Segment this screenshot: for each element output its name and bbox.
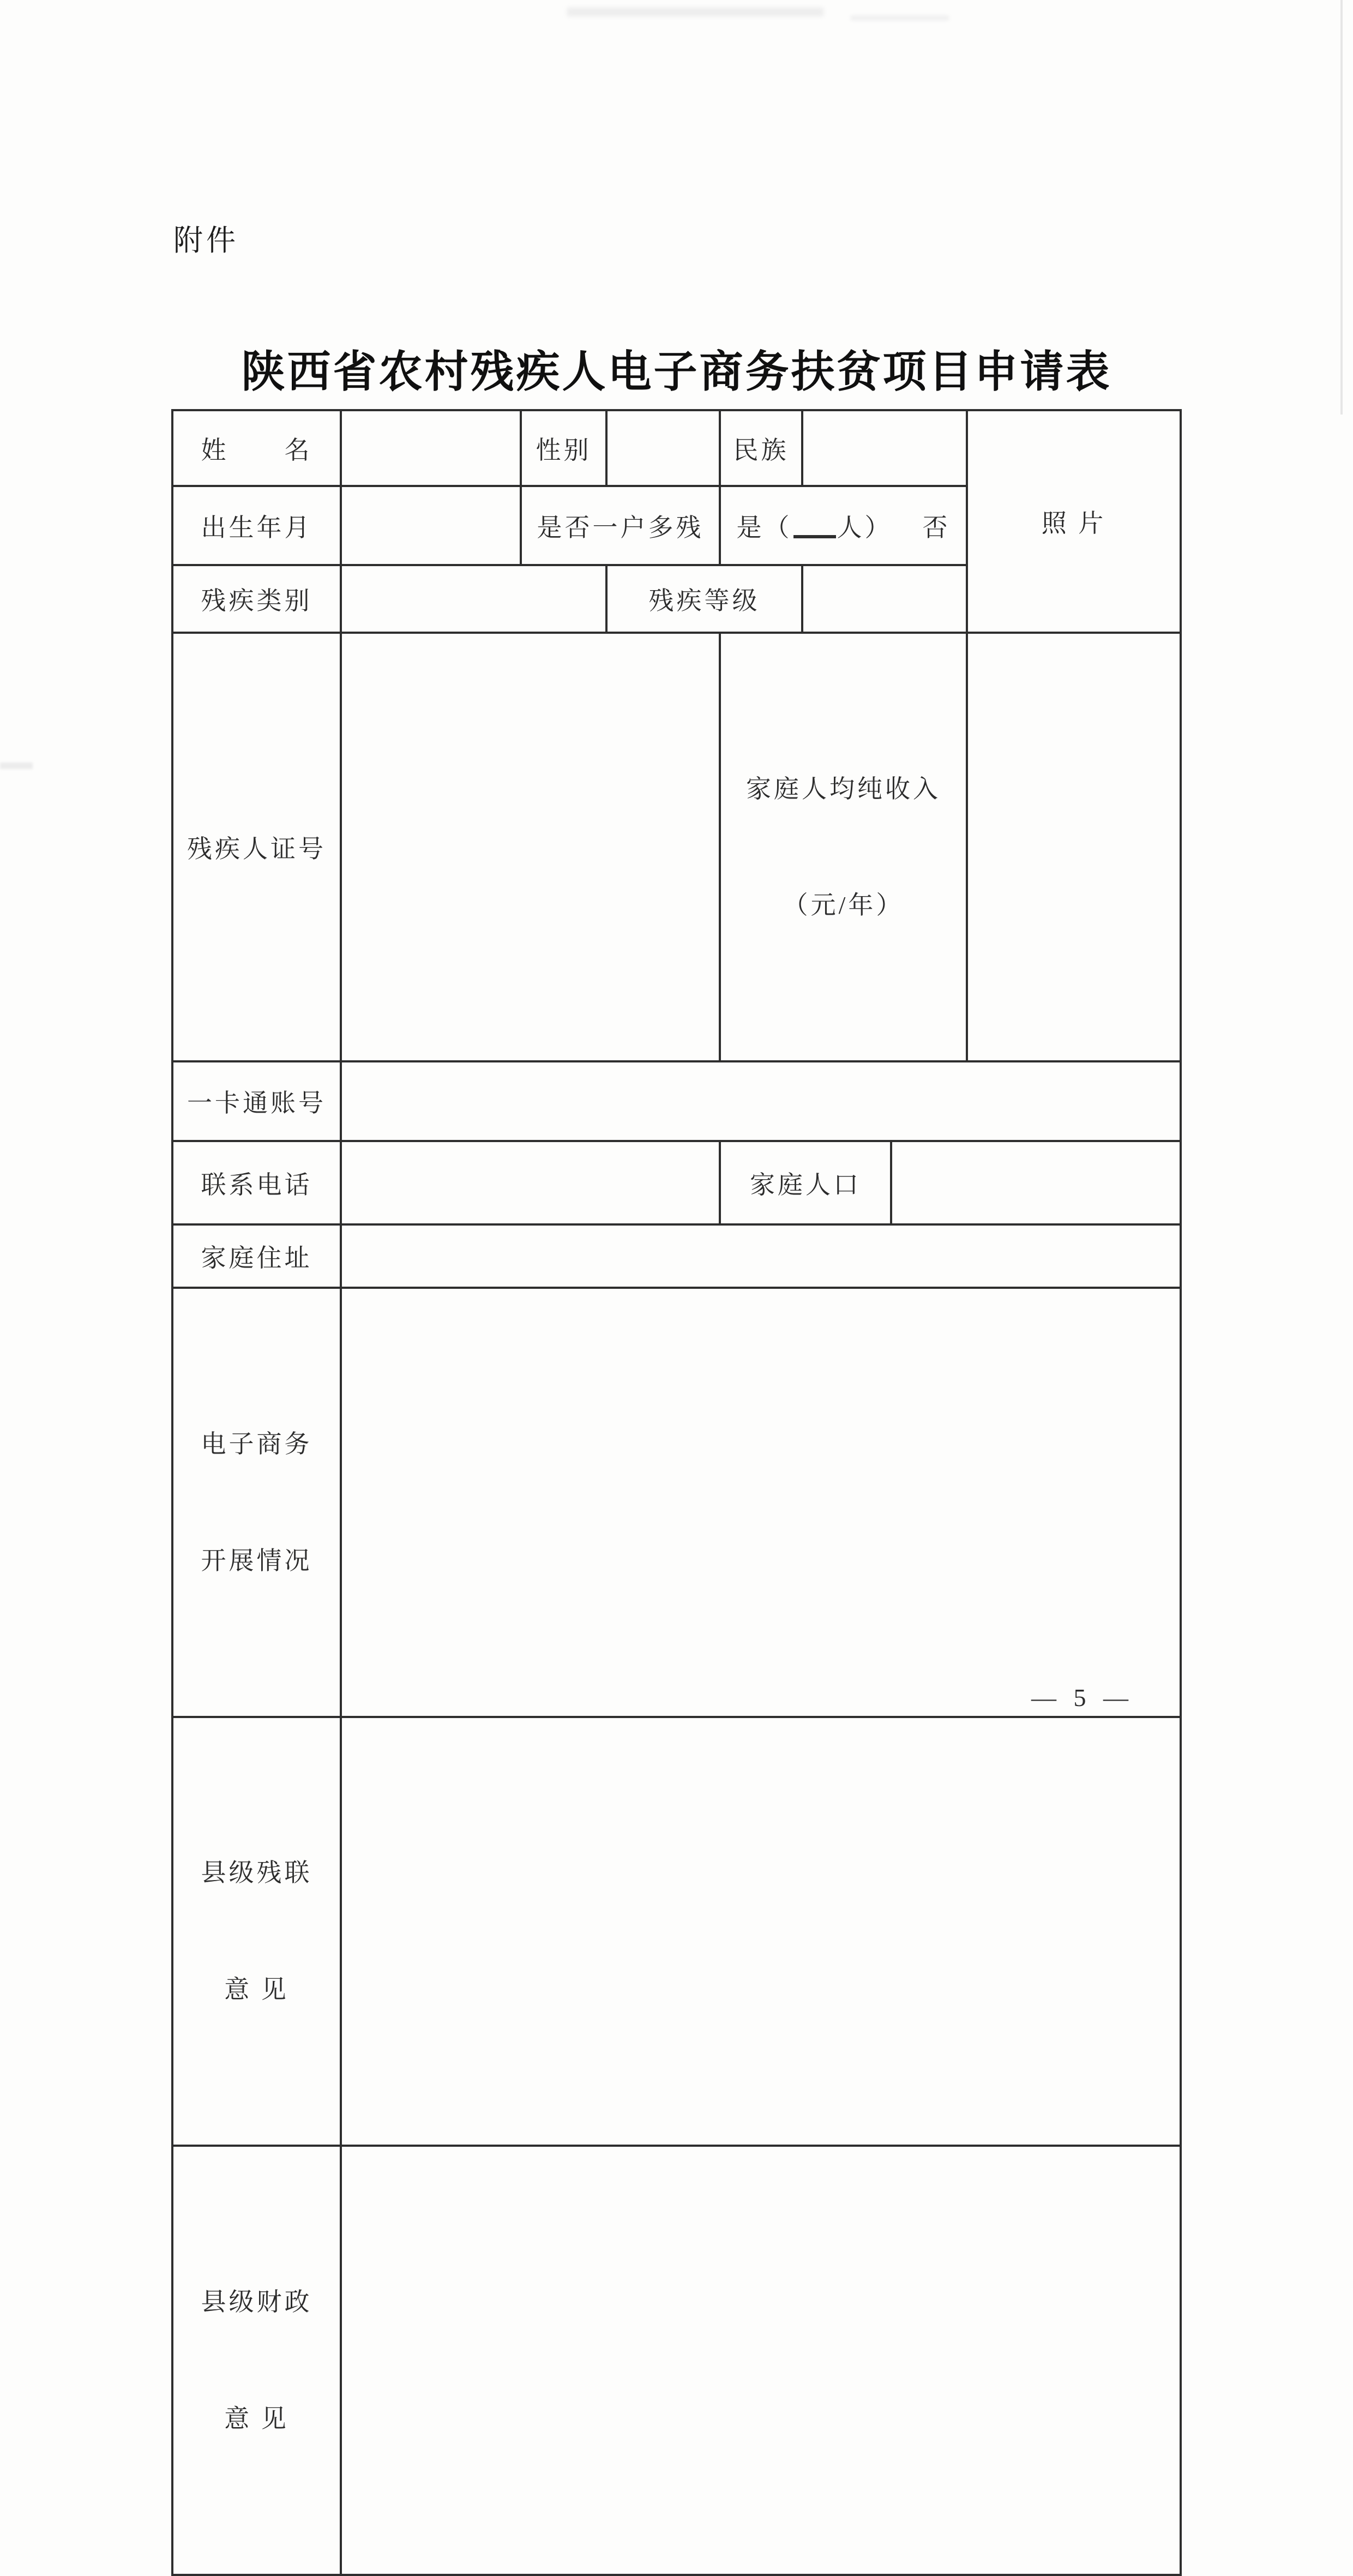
card-account-label-cell: 一卡通账号 (172, 1061, 341, 1141)
gender-value-cell (606, 410, 720, 486)
certificate-label-cell: 残疾人证号 (172, 633, 341, 1061)
scan-artifact (0, 762, 33, 769)
attachment-label: 附件 (173, 224, 239, 257)
disability-level-label-cell: 残疾等级 (606, 565, 802, 633)
county-finance-label-line1: 县级财政 (201, 2287, 312, 2316)
table-row (172, 633, 1181, 1061)
address-label-cell: 家庭住址 (172, 1224, 341, 1288)
ethnicity-label-cell: 民族 (720, 410, 802, 486)
page-title: 陕西省农村残疾人电子商务扶贫项目申请表 (241, 347, 1112, 396)
table-row (172, 1717, 1181, 2146)
certificate-value-cell (341, 633, 720, 1061)
application-form-table (171, 409, 1182, 2576)
county-finance-label-line2: 意 见 (224, 2404, 289, 2433)
table-row (172, 1224, 1181, 1288)
address-value-cell (341, 1224, 1181, 1288)
phone-value-cell (341, 1141, 720, 1224)
birthdate-value-cell (341, 486, 521, 565)
name-label-cell: 姓 名 (172, 410, 341, 486)
scan-artifact (851, 15, 949, 21)
ecommerce-label-line1: 电子商务 (201, 1430, 312, 1458)
multi-yes-prefix: 是（ (736, 513, 792, 542)
income-label-line1: 家庭人均纯收入 (746, 774, 941, 803)
scan-artifact (567, 8, 823, 16)
county-cdpf-opinion-label-cell (172, 1717, 341, 2146)
income-label-cell (720, 633, 967, 1061)
photo-cell: 照 片 (967, 410, 1181, 633)
multi-no-option: 否 (922, 513, 951, 542)
card-account-value-cell (341, 1061, 1181, 1141)
table-row (172, 1061, 1181, 1141)
table-row (172, 1141, 1181, 1224)
table-row (172, 2146, 1181, 2574)
ethnicity-value-cell (802, 410, 967, 486)
county-cdpf-label-line2: 意 见 (224, 1975, 289, 2004)
disability-type-value-cell (341, 565, 606, 633)
ecommerce-status-label-cell (172, 1288, 341, 1716)
gender-label-cell: 性别 (521, 410, 606, 486)
household-size-value-cell (891, 1141, 1181, 1224)
county-cdpf-opinion-value-cell (341, 1717, 1181, 2146)
ecommerce-status-value-cell (341, 1288, 1181, 1716)
page-number: — 5 — (1031, 1684, 1134, 1712)
ecommerce-label-line2: 开展情况 (201, 1546, 312, 1575)
phone-label-cell: 联系电话 (172, 1141, 341, 1224)
county-cdpf-label-line1: 县级残联 (201, 1859, 312, 1887)
birthdate-label-cell: 出生年月 (172, 486, 341, 565)
county-finance-opinion-value-cell (341, 2146, 1181, 2574)
name-value-cell (341, 410, 521, 486)
income-label-line2: （元/年） (783, 891, 904, 920)
household-size-label-cell: 家庭人口 (720, 1141, 891, 1224)
multi-disability-label-cell: 是否一户多残 (521, 486, 720, 565)
disability-type-label-cell: 残疾类别 (172, 565, 341, 633)
disability-level-value-cell (802, 565, 967, 633)
table-row (172, 410, 1181, 486)
multi-disability-option-cell (720, 486, 967, 565)
income-value-cell (967, 633, 1181, 1061)
table-row (172, 1288, 1181, 1716)
multi-yes-suffix: 人） (837, 513, 893, 542)
county-finance-opinion-label-cell (172, 2146, 341, 2574)
fill-in-blank-line (793, 535, 836, 538)
